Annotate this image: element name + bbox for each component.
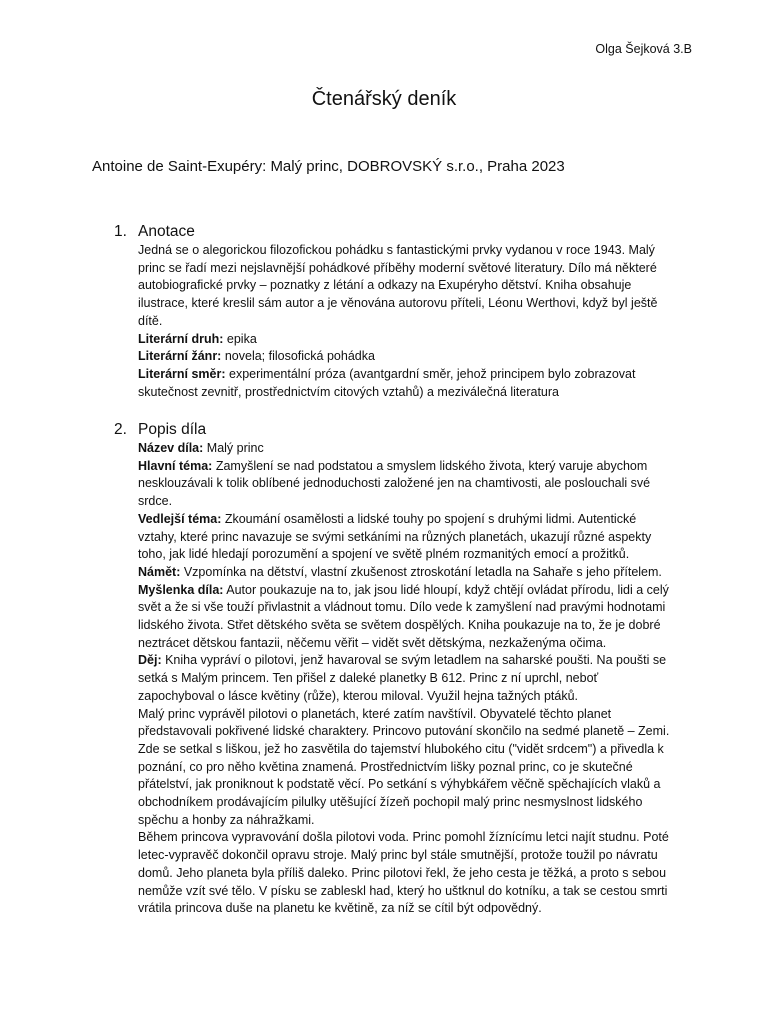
field-plot [138,652,674,705]
plot-paragraph: Během princova vypravování došla pilotovi voda. Princ pomohl žíznícímu letci najít studnu. Poté letec-vypravěč dokončil opravu stroje. Malý princ byl stále smutnější, protože toužil po návratu domů. Jeho planeta byla příliš daleko. Princ pilotovi řekl, že jeho cesta je těžká, a proto s sebou nemůže vzít své tělo. V písku se zableskl had, který ho uštknul do kotníku, a tak se cestou smrti vrátila princova duše na planetu ke květině, za níž se cítil být odpovědný. [138,830,669,916]
field-label: Literární žánr: [138,349,222,364]
field-subject [138,564,674,582]
field-label: Literární směr: [138,366,226,381]
field-value: Malý princ [203,441,264,455]
page-title: Čtenářský deník [311,88,457,110]
section-heading [114,420,674,440]
field-label: Název díla: [138,441,204,455]
section-title: Popis díla [138,421,207,438]
section-heading [114,222,674,242]
field-value: Autor poukazuje na to, jak jsou lidé hloupí, když chtějí ovládat přírodu, lidi a celý svět a že si vše touží přivlastnit a vládnout tomu. Dílo vede k zamyšlení nad pravými hodnotami lidského života. Střet dětského světa se světem dospělých. Kniha poukazuje na to, že je dobré neztrácet dětskou fantazii, něčemu věřit – vidět svět dětskýma, nezkaženýma očima. [138,582,669,650]
field-value: Zamyšlení se nad podstatou a smyslem lidského života, který varuje abychom nesklouzávali k tolik oblíbené jednoduchosti založené jen na chamtivosti, ale poslouchali své srdce. [138,458,651,509]
field-value: epika [223,331,257,346]
book-citation: Antoine de Saint-Exupéry: Malý princ, DOBROVSKÝ s.r.o., Praha 2023 [92,158,565,175]
field-label: Vedlejší téma: [138,511,222,526]
field-literary-genre [138,348,674,366]
field-work-title [138,440,674,458]
field-main-idea [138,582,674,653]
field-label: Námět: [138,564,181,579]
field-label: Děj: [138,653,162,668]
plot-paragraph: Malý princ vyprávěl pilotovi o planetách, které zatím navštívil. Obyvatelé těchto planet představovali pokřivené lidské charaktery. Princovo putování skončilo na sedmé planetě – Zemi. Zde se setkal s liškou, jež ho zasvětila do tajemství hlubokého citu ("vidět srdcem") a přivedla k poznání, co pro něho květina znamená. Prostřednictvím lišky poznal princ, co je skutečné přátelství, jak proniknout k podstatě věcí. Po setkání s výhybkářem věčně spěchajících vlaků a obchodníkem prodávajícím pilulky utěšující žízeň pochopil malý princ nesmyslnost lidského spěchu a honby za náhražkami. [138,706,670,827]
field-value: experimentální próza (avantgardní směr, jehož principem bylo zobrazovat skutečnost zevnitř, prostřednictvím citových vztahů) a meziválečná literatura [138,366,636,399]
field-value: Zkoumání osamělosti a lidské touhy po spojení s druhými lidmi. Autentické vztahy, které princ navazuje se svými setkáními na různých planetách, ukazují různé aspekty toho, jak lidé hledají porozumění a spojení ve světě plném rozmanitých emocí a prožitků. [138,511,652,562]
section-body [138,440,674,918]
section-body [138,242,674,401]
annotation-paragraph: Jedná se o alegorickou filozofickou pohádku s fantastickými prvky vydanou v roce 1943. Malý princ se řadí mezi nejslavnější pohádkové příběhy moderní světové literatury. Dílo má některé autobiografické prvky – poznatky z létání a odkazy na Exupéryho dětství. Kniha obsahuje ilustrace, které kreslil sám autor a je věnována autorovu příteli, Léonu Werthovi, když byl ještě dítě. [138,243,658,328]
section-number: 2. [114,421,127,438]
field-label: Literární druh: [138,331,224,346]
section-number: 1. [114,223,127,240]
field-label: Hlavní téma: [138,458,213,473]
section-anotace [114,222,674,401]
field-label: Myšlenka díla: [138,582,224,597]
field-literary-movement [138,366,674,401]
field-value: Kniha vypráví o pilotovi, jenž havaroval se svým letadlem na saharské poušti. Na poušti se setká s Malým princem. Ten přišel z daleké planetky B 612. Princ z ní uprchl, neboť zapochyboval o lásce květiny (růže), kterou miloval. Využil hejna tažných ptáků. [138,653,667,703]
author-class-label: Olga Šejková 3.B [595,42,692,56]
field-value: novela; filosofická pohádka [221,349,375,364]
section-title: Anotace [138,223,195,240]
field-main-theme [138,458,674,511]
section-popis-dila [114,420,674,918]
field-value: Vzpomínka na dětství, vlastní zkušenost ztroskotání letadla na Sahaře s jeho přítelem. [180,564,662,579]
field-secondary-theme [138,511,674,564]
field-literary-kind [138,331,674,349]
